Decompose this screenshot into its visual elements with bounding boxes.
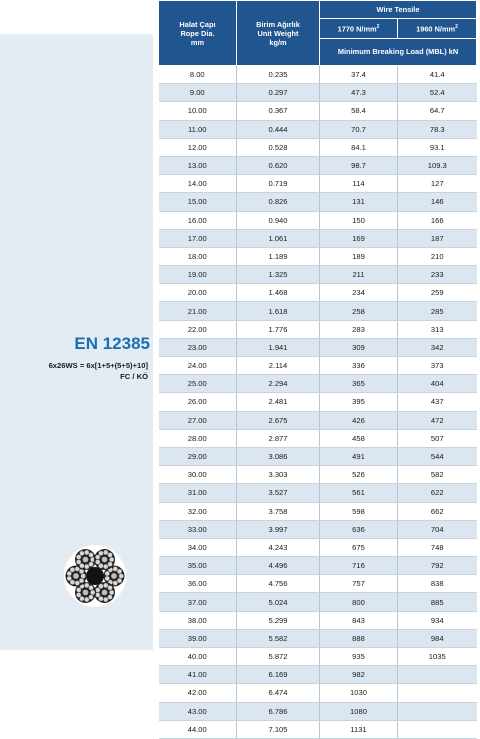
cell-unit-weight: 0.297 xyxy=(237,84,320,102)
cell-unit-weight: 1.941 xyxy=(237,338,320,356)
cell-mbl-1770: 47.3 xyxy=(320,84,398,102)
cell-unit-weight: 1.061 xyxy=(237,229,320,247)
cell-mbl-1770: 84.1 xyxy=(320,138,398,156)
cell-mbl-1960 xyxy=(398,702,477,720)
standard-title: EN 12385 xyxy=(74,334,150,353)
table-row xyxy=(159,229,477,247)
cell-mbl-1770: 98.7 xyxy=(320,156,398,174)
cell-mbl-1960: 146 xyxy=(398,193,477,211)
cell-mbl-1960: 313 xyxy=(398,320,477,338)
cell-mbl-1960: 373 xyxy=(398,357,477,375)
cell-rope-dia: 24.00 xyxy=(159,357,237,375)
table-row xyxy=(159,502,477,520)
cell-mbl-1770: 716 xyxy=(320,557,398,575)
cell-unit-weight: 3.527 xyxy=(237,484,320,502)
table-row xyxy=(159,538,477,556)
cell-mbl-1960: 285 xyxy=(398,302,477,320)
cell-rope-dia: 10.00 xyxy=(159,102,237,120)
construction-formula xyxy=(0,360,148,382)
cell-rope-dia: 29.00 xyxy=(159,447,237,465)
table-row xyxy=(159,520,477,538)
cell-mbl-1960: 885 xyxy=(398,593,477,611)
cell-unit-weight: 6.474 xyxy=(237,684,320,702)
cell-mbl-1770: 309 xyxy=(320,338,398,356)
left-panel xyxy=(0,34,153,650)
header-mbl: Minimum Breaking Load (MBL) kN xyxy=(320,38,477,65)
specs-table xyxy=(158,0,477,739)
cell-unit-weight: 1.618 xyxy=(237,302,320,320)
header-grade-1770: 1770 $N/mm^2$ xyxy=(320,18,398,38)
cell-rope-dia: 26.00 xyxy=(159,393,237,411)
cell-mbl-1960 xyxy=(398,684,477,702)
cell-mbl-1770: 234 xyxy=(320,284,398,302)
table-row xyxy=(159,557,477,575)
cell-unit-weight: 4.243 xyxy=(237,538,320,556)
cell-rope-dia: 16.00 xyxy=(159,211,237,229)
cell-mbl-1960: 259 xyxy=(398,284,477,302)
cell-mbl-1960: 1035 xyxy=(398,648,477,666)
cell-mbl-1770: 1131 xyxy=(320,720,398,738)
core-text: FC / KÖ xyxy=(120,372,148,381)
cell-mbl-1960: 472 xyxy=(398,411,477,429)
cell-unit-weight: 0.444 xyxy=(237,120,320,138)
cell-mbl-1770: 258 xyxy=(320,302,398,320)
table-row xyxy=(159,411,477,429)
table-row xyxy=(159,375,477,393)
cell-rope-dia: 41.00 xyxy=(159,666,237,684)
cell-unit-weight: 5.582 xyxy=(237,629,320,647)
table-row xyxy=(159,175,477,193)
cell-mbl-1960: 52.4 xyxy=(398,84,477,102)
cell-mbl-1960: 41.4 xyxy=(398,66,477,84)
cell-unit-weight: 6.169 xyxy=(237,666,320,684)
cell-unit-weight: 6.786 xyxy=(237,702,320,720)
cell-mbl-1770: 395 xyxy=(320,393,398,411)
cell-unit-weight: 1.776 xyxy=(237,320,320,338)
cell-rope-dia: 13.00 xyxy=(159,156,237,174)
header-wire-tensile: Wire Tensile xyxy=(320,1,477,19)
cell-rope-dia: 30.00 xyxy=(159,466,237,484)
cell-mbl-1770: 283 xyxy=(320,320,398,338)
cell-mbl-1960: 984 xyxy=(398,629,477,647)
cell-rope-dia: 18.00 xyxy=(159,247,237,265)
table-row xyxy=(159,338,477,356)
table-row xyxy=(159,302,477,320)
table-row xyxy=(159,593,477,611)
cell-rope-dia: 8.00 xyxy=(159,66,237,84)
cell-rope-dia: 22.00 xyxy=(159,320,237,338)
cell-mbl-1770: 131 xyxy=(320,193,398,211)
cell-rope-dia: 32.00 xyxy=(159,502,237,520)
cell-unit-weight: 3.303 xyxy=(237,466,320,484)
cell-mbl-1960: 404 xyxy=(398,375,477,393)
cell-unit-weight: 5.872 xyxy=(237,648,320,666)
cell-mbl-1770: 189 xyxy=(320,247,398,265)
rope-cross-section-icon xyxy=(63,544,127,608)
header-unit-weight: Birim Ağırlık Unit Weight kg/m xyxy=(237,1,320,66)
cell-mbl-1770: 114 xyxy=(320,175,398,193)
cell-unit-weight: 5.299 xyxy=(237,611,320,629)
cell-mbl-1770: 935 xyxy=(320,648,398,666)
table-row xyxy=(159,575,477,593)
cell-mbl-1960: 662 xyxy=(398,502,477,520)
cell-rope-dia: 42.00 xyxy=(159,684,237,702)
cell-mbl-1960: 93.1 xyxy=(398,138,477,156)
cell-unit-weight: 1.325 xyxy=(237,266,320,284)
table-row xyxy=(159,466,477,484)
cell-unit-weight: 0.235 xyxy=(237,66,320,84)
table-row xyxy=(159,193,477,211)
cell-mbl-1960: 78.3 xyxy=(398,120,477,138)
cell-mbl-1770: 843 xyxy=(320,611,398,629)
cell-mbl-1960: 748 xyxy=(398,538,477,556)
table-row xyxy=(159,138,477,156)
table-row xyxy=(159,666,477,684)
cell-mbl-1960: 109.3 xyxy=(398,156,477,174)
cell-mbl-1960: 704 xyxy=(398,520,477,538)
cell-unit-weight: 3.086 xyxy=(237,447,320,465)
cell-mbl-1770: 800 xyxy=(320,593,398,611)
cell-mbl-1770: 561 xyxy=(320,484,398,502)
table-row xyxy=(159,611,477,629)
cell-unit-weight: 0.719 xyxy=(237,175,320,193)
cell-unit-weight: 4.496 xyxy=(237,557,320,575)
cell-rope-dia: 9.00 xyxy=(159,84,237,102)
cell-unit-weight: 3.997 xyxy=(237,520,320,538)
cell-unit-weight: 0.826 xyxy=(237,193,320,211)
cell-rope-dia: 14.00 xyxy=(159,175,237,193)
cell-mbl-1960 xyxy=(398,720,477,738)
cell-rope-dia: 43.00 xyxy=(159,702,237,720)
table-row xyxy=(159,429,477,447)
table-row xyxy=(159,211,477,229)
cell-mbl-1770: 526 xyxy=(320,466,398,484)
cell-unit-weight: 0.528 xyxy=(237,138,320,156)
cell-unit-weight: 2.481 xyxy=(237,393,320,411)
table-row xyxy=(159,629,477,647)
header-grade-1960: 1960 $N/mm^2$ xyxy=(398,18,477,38)
cell-mbl-1770: 365 xyxy=(320,375,398,393)
table-row xyxy=(159,484,477,502)
cell-mbl-1770: 37.4 xyxy=(320,66,398,84)
cell-mbl-1770: 426 xyxy=(320,411,398,429)
table-row xyxy=(159,447,477,465)
cell-mbl-1960: 792 xyxy=(398,557,477,575)
cell-rope-dia: 40.00 xyxy=(159,648,237,666)
cell-mbl-1770: 598 xyxy=(320,502,398,520)
specs-table-container xyxy=(158,0,476,739)
cell-rope-dia: 33.00 xyxy=(159,520,237,538)
cell-mbl-1960: 166 xyxy=(398,211,477,229)
cell-rope-dia: 34.00 xyxy=(159,538,237,556)
cell-rope-dia: 39.00 xyxy=(159,629,237,647)
cell-unit-weight: 1.189 xyxy=(237,247,320,265)
cell-rope-dia: 20.00 xyxy=(159,284,237,302)
cell-unit-weight: 2.114 xyxy=(237,357,320,375)
cell-unit-weight: 7.105 xyxy=(237,720,320,738)
table-row xyxy=(159,120,477,138)
cell-mbl-1960: 544 xyxy=(398,447,477,465)
cell-mbl-1770: 675 xyxy=(320,538,398,556)
cell-unit-weight: 3.758 xyxy=(237,502,320,520)
header-rope-dia: Halat Çapı Rope Dia. mm xyxy=(159,1,237,66)
cell-mbl-1960: 582 xyxy=(398,466,477,484)
cell-rope-dia: 15.00 xyxy=(159,193,237,211)
cell-rope-dia: 23.00 xyxy=(159,338,237,356)
cell-mbl-1960: 127 xyxy=(398,175,477,193)
cell-mbl-1960: 934 xyxy=(398,611,477,629)
cell-rope-dia: 21.00 xyxy=(159,302,237,320)
cell-unit-weight: 0.367 xyxy=(237,102,320,120)
cell-mbl-1770: 169 xyxy=(320,229,398,247)
cell-mbl-1960: 622 xyxy=(398,484,477,502)
cell-mbl-1960: 437 xyxy=(398,393,477,411)
cell-mbl-1770: 982 xyxy=(320,666,398,684)
table-row xyxy=(159,84,477,102)
cell-rope-dia: 19.00 xyxy=(159,266,237,284)
construction-text: 6x26WS = 6x[1+5+(5+5)+10] xyxy=(48,361,148,370)
cell-rope-dia: 11.00 xyxy=(159,120,237,138)
cell-unit-weight: 2.675 xyxy=(237,411,320,429)
table-row xyxy=(159,284,477,302)
cell-unit-weight: 2.877 xyxy=(237,429,320,447)
table-row xyxy=(159,393,477,411)
cell-rope-dia: 28.00 xyxy=(159,429,237,447)
table-row xyxy=(159,720,477,738)
cell-rope-dia: 37.00 xyxy=(159,593,237,611)
cell-mbl-1960: 507 xyxy=(398,429,477,447)
table-row xyxy=(159,702,477,720)
cell-rope-dia: 27.00 xyxy=(159,411,237,429)
table-row xyxy=(159,266,477,284)
cell-mbl-1770: 888 xyxy=(320,629,398,647)
cell-mbl-1770: 636 xyxy=(320,520,398,538)
cell-mbl-1960: 838 xyxy=(398,575,477,593)
cell-mbl-1770: 1030 xyxy=(320,684,398,702)
cell-mbl-1960: 210 xyxy=(398,247,477,265)
cell-mbl-1960: 342 xyxy=(398,338,477,356)
cell-rope-dia: 36.00 xyxy=(159,575,237,593)
cell-unit-weight: 5.024 xyxy=(237,593,320,611)
cell-mbl-1770: 58.4 xyxy=(320,102,398,120)
table-row xyxy=(159,247,477,265)
cell-rope-dia: 31.00 xyxy=(159,484,237,502)
cell-mbl-1770: 757 xyxy=(320,575,398,593)
cell-mbl-1960: 64.7 xyxy=(398,102,477,120)
table-row xyxy=(159,648,477,666)
cell-mbl-1960 xyxy=(398,666,477,684)
cell-rope-dia: 44.00 xyxy=(159,720,237,738)
table-row xyxy=(159,684,477,702)
cell-mbl-1770: 491 xyxy=(320,447,398,465)
cell-mbl-1960: 233 xyxy=(398,266,477,284)
cell-mbl-1770: 336 xyxy=(320,357,398,375)
cell-mbl-1770: 70.7 xyxy=(320,120,398,138)
table-row xyxy=(159,102,477,120)
cell-unit-weight: 0.940 xyxy=(237,211,320,229)
cell-rope-dia: 12.00 xyxy=(159,138,237,156)
cell-unit-weight: 4.756 xyxy=(237,575,320,593)
cell-mbl-1770: 150 xyxy=(320,211,398,229)
cell-rope-dia: 35.00 xyxy=(159,557,237,575)
table-row xyxy=(159,320,477,338)
cell-rope-dia: 17.00 xyxy=(159,229,237,247)
cell-mbl-1770: 211 xyxy=(320,266,398,284)
cell-rope-dia: 38.00 xyxy=(159,611,237,629)
table-row xyxy=(159,357,477,375)
cell-unit-weight: 1.468 xyxy=(237,284,320,302)
table-row xyxy=(159,156,477,174)
cell-mbl-1770: 1080 xyxy=(320,702,398,720)
cell-mbl-1770: 458 xyxy=(320,429,398,447)
cell-mbl-1960: 187 xyxy=(398,229,477,247)
cell-unit-weight: 2.294 xyxy=(237,375,320,393)
table-row xyxy=(159,66,477,84)
cell-unit-weight: 0.620 xyxy=(237,156,320,174)
cell-rope-dia: 25.00 xyxy=(159,375,237,393)
